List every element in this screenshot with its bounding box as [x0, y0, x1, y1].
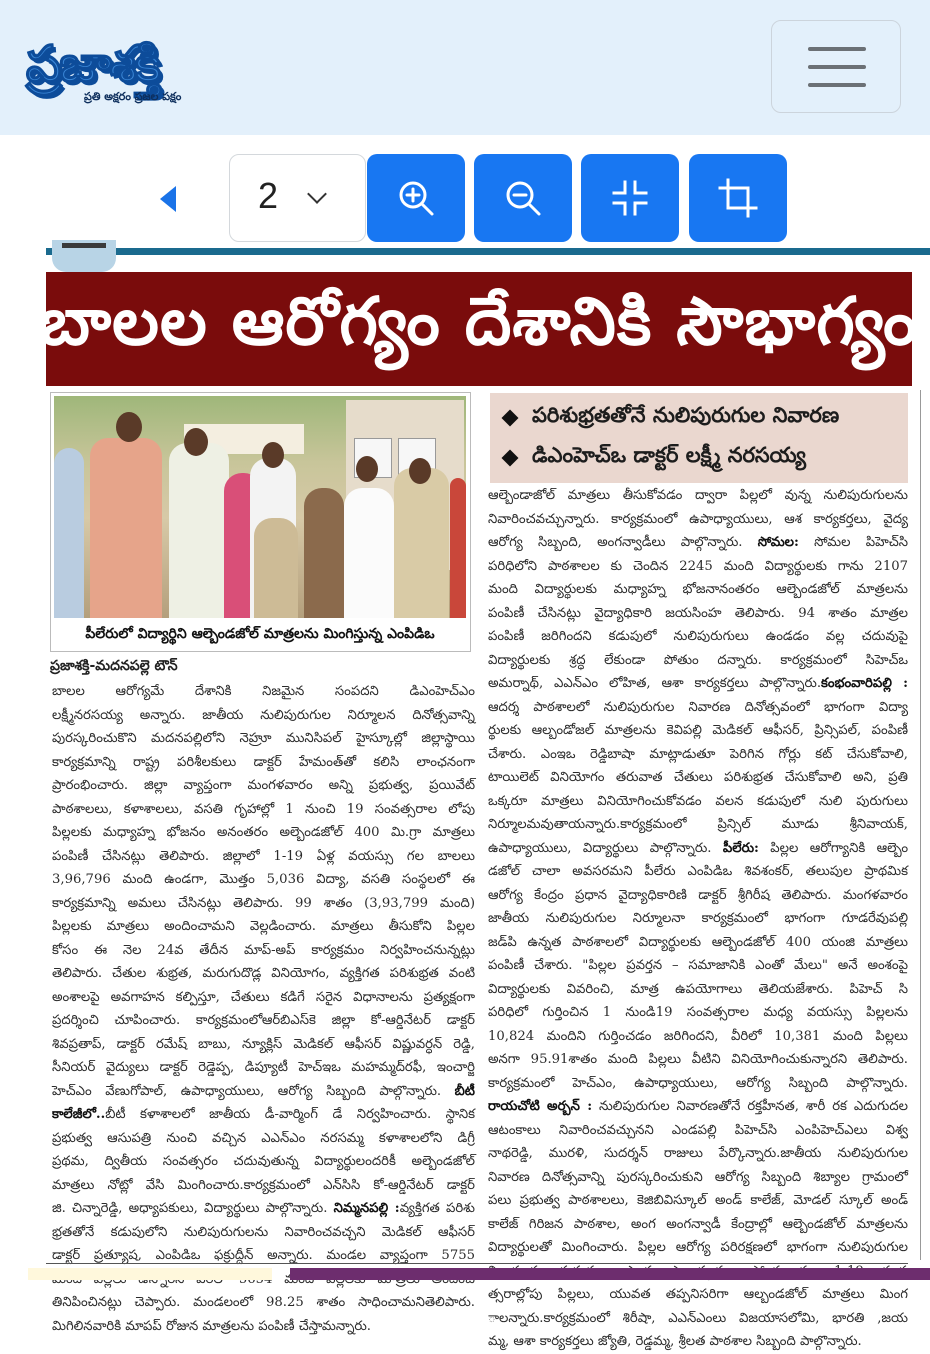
article-right-column [488, 484, 908, 1354]
article-line: పిల్లలకు మధ్యాహ్న భోజనం అనంతరం అల్బెండజోల్ 400 మి.గ్రా మాత్రలు [52, 825, 475, 840]
article-line: మంది విద్యార్థులకు మధ్యాహ్న భోజనానంతరం ఆల్బెండజోల్ మాత్రలను [488, 582, 908, 597]
article-line: జాతీయ నులిపురుగుల నిర్మూలనా కార్యక్రమంలో భాగంగా గూడరేవుపల్లి [488, 911, 908, 926]
photo-person [54, 448, 84, 618]
article-line: పంపిణీ చేశారు. "పిల్లల ప్రవర్తన – సమాజానికి ఎంతో మేలు" అనే అంశంపై [488, 958, 908, 973]
photo-head [262, 442, 284, 468]
article-line: 3,96,796 మంది ఉండగా, మొత్తం 5,036 విద్యా, వసతి సంస్థలలో ఈ [52, 872, 475, 887]
article-line: పంపిణీ చేసినట్లు వైద్యాధికారి జయసింహ తెలిపారు. 94 శాతం మాత్రల [488, 605, 908, 621]
article-line: మిగిలినవారికి మాపప్ రోజున మాత్రలను పంపిణీ చేస్తామన్నారు. [52, 1318, 371, 1334]
logo-wordmark: ప్రజాశక్తి [26, 35, 159, 93]
highlight-item [490, 399, 839, 437]
chevron-down-icon [307, 184, 327, 204]
bottom-rule [46, 1263, 908, 1264]
article-line: ఆరోగ్య కేంద్రం ప్రధాన వైద్యాధికారిణి డాక్టర్ శ్రీగిరీష తెలిపారు. మంగళవారం [488, 887, 908, 903]
next-article-banner [290, 1268, 930, 1280]
page-select[interactable] [229, 154, 366, 242]
next-article-strip [28, 1268, 272, 1280]
article-line: సీనియర్ వైద్యులు డాక్టర్ రెడ్డెప్ప, డిప్యూటీ హెచ్ఇఒ మహమ్మద్‌రఫీ, ఇంచార్జి [52, 1060, 475, 1075]
article-line: నిర్మూలమవుతాయన్నారు.కార్యక్రమంలో ప్రిన్సిల్ మూడు శ్రీనివాయక్, [488, 817, 908, 832]
diamond-bullet-icon [502, 410, 519, 427]
place-name: కాలేజీలో.. [52, 1107, 106, 1122]
place-name: బీటీ [454, 1083, 475, 1099]
article-line: ప్రభుత్వ ఆసుపత్రి నుంచి వచ్చిన ఎఎన్ఎం నరసమ్మ కళాశాలలోని డిగ్రీ [52, 1130, 475, 1146]
article-line: ఆటంకాలు నివారించవచ్చునని ఎండపల్లి పిహెచ్‌సి ఎంపిహెచ్‌ఎలు విశ్వ [488, 1122, 908, 1138]
page-select-value: 2 [258, 175, 279, 216]
photo-person [254, 518, 298, 618]
article-line: భ్రతతోనే కడుపులోని నులిపురుగులను నివారించవచ్చని మెడికల్ ఆఫీసర్ [52, 1224, 475, 1240]
article-line: తెలిపారు. చేతుల శుభ్రత, మరుగుదొడ్ల వినియోగం, వ్యక్తిగత పరిశుభ్రత వంటి [52, 966, 475, 981]
site-logo[interactable] [26, 34, 266, 106]
page-top-rule [46, 248, 930, 255]
article-line: కార్యక్రమాన్ని అమలు చేసినట్లు తెలిపారు. 99 శాతం (3,93,799 మంది) [52, 895, 475, 911]
zoom-out-button[interactable] [474, 154, 572, 242]
article-photo[interactable] [54, 396, 466, 618]
article-line: అమర్నాథ్, ఎఎన్ఎం లోహిత, ఆశా కార్యకర్తలు పాల్గొన్నారు.కంభంవారిపల్లి : [488, 676, 908, 691]
article-line: హెచ్ఎం వేణుగోపాల్, ఉపాధ్యాయులు, ఆరోగ్య సిబ్బంది పాల్గొన్నారు. బీటీ [52, 1083, 475, 1099]
article-line: మ్మ, ఆశా కార్యకర్తలు జ్యోతి, రెడ్డమ్మ, శ్రీలత పాఠశాల సిబ్బంది పాల్గొన్నారు. [488, 1334, 862, 1349]
article-line: విద్యార్థులకు వివరించి, మాత్ర ఉపయోగాలు తెలియజేశారు. పిహెచ్ సి [488, 981, 908, 997]
article-line: పిల్లలకు మాత్రలు అందించామని వెల్లడించారు. మాత్రలు తీసుకోని పిల్లల [52, 919, 475, 934]
article-line: పంపిణీ చేసినట్లు తెలిపారు. జిల్లాలో 1-19 ఏళ్ల వయస్సు గల బాలలు [52, 848, 475, 864]
article-line: విద్యార్థులతో మింగించారు. పిల్లల ఆరోగ్య పరిరక్షణలో భాగంగా నులిపురుగుల [488, 1240, 908, 1255]
menu-button[interactable] [771, 20, 901, 113]
article-line: నివారించవచ్చున్నారు. కార్యక్రమంలో ఉపాధ్యాయులు, ఆశ కార్యకర్తలు, వైద్య [488, 511, 908, 527]
place-name: నిమ్మనపల్లి : [333, 1201, 400, 1216]
article-line: ప్రథమ, ద్వితీయ సంవత్సరం చదువుతున్న విద్యార్థులందరికీ అల్బెండజోల్ [52, 1154, 475, 1169]
headline-banner [40, 272, 918, 386]
article-line: అనగా 95.91శాతం మంది పిల్లలు వీటిని వినియోగించుకున్నారని తెలిపారు. [488, 1052, 908, 1067]
photo-head [184, 428, 208, 456]
article-line: పురస్కరించుకొని మదనపల్లిలోని నెహ్రూ మునిసిపల్ హైస్కూల్లో జిల్లాస్థాయి [52, 731, 475, 746]
place-name: సోమల: [757, 535, 799, 550]
article-line: పంపిణీ జరిగిందని కడుపులో నులిపురుగులు ఉండడం వల్ల చదువుపై [488, 629, 908, 644]
viewer-toolbar [0, 135, 930, 250]
article-line: డాక్టర్ ప్రత్యూష, ఎంపిడిఒ ఫక్రుద్దీన్ అన్నారు. మండల వ్యాప్తంగా 5755 [52, 1248, 475, 1263]
photo-person [344, 488, 394, 618]
article-headline: బాలల ఆరోగ్యం దేశానికి సౌభాగ్యం [40, 282, 918, 360]
article-line: ర్థులకు ఆల్బండోజల్ మాత్రలను కెవిపల్లి మెడికల్ ఆఫీసర్, ప్రిన్సిపల్, పంపిణీ [488, 723, 908, 738]
article-line: డజోల్ చాలా అవసరమని పీలేరు ఎంపిడిఒ శివశంకర్, తలుపుల ప్రాథమిక [488, 864, 908, 879]
highlight-item [490, 439, 806, 477]
article-line: తినిపించినట్లు చెప్పారు. మండలంలో 98.25 శాతం సాధించామనితెలిపారు. [52, 1295, 475, 1310]
photo-head [409, 458, 431, 484]
crop-button[interactable] [689, 154, 787, 242]
article-line: కోసం ఈ నెల 24వ తేదీన మాప్-అప్ కార్యక్రమం నిర్వహించనున్నట్లు [52, 942, 475, 958]
article-line: పరిధిలోని పాఠశాలల కు చెందిన 2245 మంది విద్యార్థులకు గాను 2107 [488, 558, 908, 574]
article-line: పలు ప్రభుత్వ పాఠశాలలు, కెజిబివిస్కూల్ అండ్ కాలేజ్, మోడల్ స్కూల్ అండ్ [488, 1193, 908, 1208]
place-name: పీలేరు: [722, 840, 759, 856]
article-line: కార్యక్రమంలో హెచ్ఎం, ఉపాధ్యాయులు, ఆరోగ్య సిబ్బంది పాల్గొన్నారు. [488, 1075, 908, 1091]
article-line: విద్యార్థులకు శ్రద్ధ లేకుండా పోతుం దన్నారు. కార్యక్రమంలో సిహెచ్ఒ [488, 652, 908, 668]
fit-screen-button[interactable] [581, 154, 679, 242]
article-line: జడ్‌పి ఉన్నత పాఠశాలలో విద్యార్థులకు ఆల్బెండజోల్ 400 యంజి మాత్రలు [488, 934, 908, 950]
article-line: నివారణ దినోత్సవాన్ని పురస్కరించుకుని ఆరోగ్య సిబ్బంది శిబ్యాల గ్రామంలో [488, 1169, 908, 1185]
article-line: చేశారు. ఎంఇఒ రెడ్డిబాషా మాట్లాడుతూ పెరిగిన గోర్లు కట్ చేసుకోవాలి, [488, 746, 908, 762]
article-line: బాలల ఆరోగ్యమే దేశానికి నిజమైన సంపదని డిఎంహెచ్ఎం [52, 684, 475, 699]
article-line: పాఠశాలలు, కళాశాలలు, వసతి గృహాల్లో 1 నుంచి 19 సంవత్సరాల లోపు [52, 801, 475, 817]
logo-tagline: ప్రతి అక్షరం ప్రజల పక్షం [84, 90, 182, 103]
article-line: లక్ష్మీనరసయ్య అన్నారు. జాతీయ నులిపురుగుల నిర్మూలన దినోత్సవాన్ని [52, 707, 475, 723]
article-line: ాలన్నారు.కార్యక్రమంలో శిరీషా, ఎఎన్ఎంలు విజయాసలోమి, భారతి ,జయ [488, 1310, 908, 1326]
highlight-text: డిఎంహెచ్ఒ డాక్టర్ లక్ష్మీ నరసయ్య [532, 443, 807, 467]
article-line: ఆల్బెండాజోల్ మాత్రలు తీసుకోవడం ద్వారా పిల్లలో వున్న నులిపురుగులను [488, 488, 908, 503]
article-line: త్సరాల్లోపు పిల్లలు, యువత తప్పనిసరిగా ఆల్బండజోల్ మాత్రలు మింగ [488, 1287, 908, 1302]
article-line: పరిధిలో గుర్తించిన 1 నుండి19 సంవత్సరాల మధ్య వయస్సు పిల్లలను [488, 1005, 908, 1020]
article-line: మాత్రలు నోట్లో వేసి మింగించారు.కార్యక్రమంలో ఎన్‌సిసి కో-ఆర్డినేటర్ డాక్టర్ [52, 1177, 475, 1193]
photo-person [304, 488, 344, 618]
place-name: రాయచోటి అర్బన్ : [488, 1099, 593, 1114]
article-line: నాథరెడ్డి, మురళి, సుదర్శన్ రాజులు పేర్కొన్నారు.జాతీయ నులిపురుగుల [488, 1146, 908, 1161]
article-line: ఆదర్శ పాఠశాలలో నులిపురుగుల నివారణ దినోత్సవంలో భాగంగా విద్యా [488, 699, 908, 715]
article-line: రాయచోటి అర్బన్ : నులిపురుగుల నివారణతోనే రక్తహీనత, శారీ రక ఎదుగుదల [488, 1099, 908, 1114]
article-line: 10,824 మందిని గుర్తించడం జరిగిందని, వీరిలో 10,381 మంది పిల్లలు [488, 1028, 908, 1044]
article-line: కార్యక్రమాన్ని రాష్ట్ర పరిశీలకులు డాక్టర్ హేమంత్‌తో కలిసి లాంఛనంగా [52, 754, 475, 770]
photo-person [450, 478, 466, 618]
article-line: ప్రదర్శించి చూపించారు. కార్యక్రమంలోఆర్‌బిఎస్‌కె జిల్లా కో-ఆర్డినేటర్ డాక్టర్ [52, 1013, 475, 1028]
zoom-in-icon [396, 178, 436, 218]
article-line: జి. చిన్నారెడ్డి, అధ్యాపకులు, విద్యార్థులు పాల్గొన్నారు. నిమ్మనపల్లి :వ్యక్తిగత పరిశు [52, 1201, 475, 1216]
photo-head [356, 456, 378, 482]
highlights-box [490, 393, 908, 483]
place-name: కంభంవారిపల్లి : [821, 676, 908, 691]
article-dateline: ప్రజాశక్తి-మదనపల్లె టౌన్ [50, 658, 178, 674]
crop-icon [718, 178, 758, 218]
photo-head [116, 412, 142, 442]
photo-person [169, 443, 229, 618]
article-line: ఆరోగ్య సిబ్బంది, అంగన్వాడీలు పాల్గొన్నారు. సోమల: సోమల పిహెచ్‌సి [488, 535, 909, 550]
article-line: ఉపాధ్యాయులు, విద్యార్థులు పాల్గొన్నారు. పీలేరు: పిల్లల ఆరోగ్యానికి ఆల్బెం [488, 840, 909, 856]
highlight-text: పరిశుభ్రతతోనే నులిపురుగుల నివారణ [532, 403, 840, 427]
photo-caption: పీలేరులో విద్యార్థిని ఆల్బెండజోల్ మాత్రలను మింగిస్తున్న ఎంపిడిఒ [85, 626, 435, 642]
article-line: టాయిలెట్ వినియోగం తరువాత చేతులు పరిశుభ్రత చేసుకోవాలి అని, ప్రతి [488, 770, 908, 785]
article-line: ఒక్కరూ మాత్రలు వినియోగించుకోవడం వలన కడుపులో నులి పురుగులు [488, 793, 908, 809]
article-line: ప్రారంభించారు. జిల్లా వ్యాప్తంగా మంగళవారం అన్ని ప్రభుత్వ, ప్రయివేట్ [52, 778, 475, 793]
previous-page-button[interactable] [152, 180, 188, 220]
article-line: కాలేజ్ గిరిజన పాఠశాల, అంగ అంగన్వాడీ కేంద్రాల్లో ఆల్బెండజోల్ మాత్రలను [488, 1216, 908, 1232]
site-header [0, 0, 930, 135]
diamond-bullet-icon [502, 450, 519, 467]
article-line: శివప్రతాప్, డాక్టర్ రమేష్ బాబు, న్యూక్లిస్ మెడికల్ ఆఫీసర్ విష్ణువర్ధన్ రెడ్డి, [52, 1036, 475, 1052]
article-left-column [52, 680, 475, 1338]
article-line: కాలేజీలో..బీటీ కళాశాలలో జాతీయ డీ-వార్మింగ్ డే నిర్వహించారు. స్థానిక [52, 1107, 475, 1122]
collapse-icon [610, 178, 650, 218]
photo-person [394, 468, 449, 618]
page-tab-handle[interactable] [52, 240, 116, 272]
zoom-out-icon [503, 178, 543, 218]
zoom-in-button[interactable] [367, 154, 465, 242]
caret-left-icon [160, 186, 176, 212]
article-line: అంశాలపై అవగాహన కల్పిస్తూ, చేతులు కడిగే సరైన విధానాలను ప్రత్యక్షంగా [52, 989, 475, 1005]
photo-person [90, 438, 162, 618]
column-divider [920, 390, 921, 1260]
